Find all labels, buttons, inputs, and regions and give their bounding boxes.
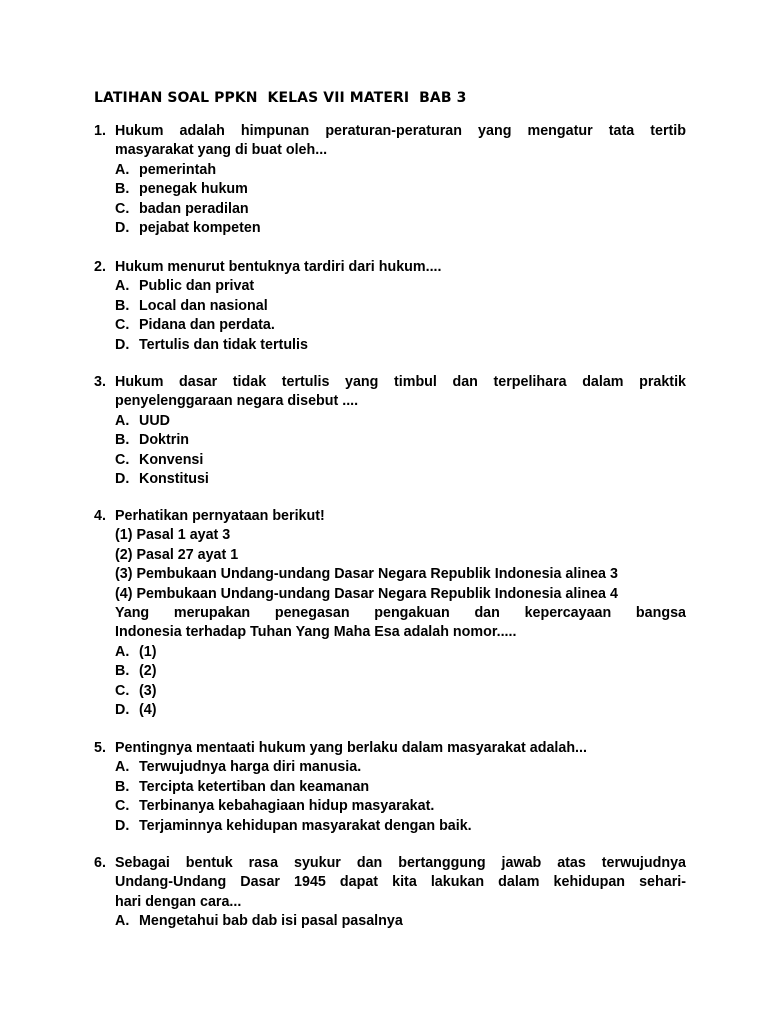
answer-option-b[interactable] bbox=[94, 778, 686, 797]
question-text-line: Indonesia terhadap Tuhan Yang Maha Esa adalah nomor..... bbox=[115, 624, 517, 641]
option-letter: A. bbox=[115, 643, 130, 660]
answer-option-c[interactable] bbox=[94, 451, 686, 470]
question-text-line: penyelenggaraan negara disebut .... bbox=[115, 393, 359, 410]
option-text: (4) bbox=[139, 701, 157, 718]
option-text: Public dan privat bbox=[139, 278, 255, 295]
option-letter: C. bbox=[115, 317, 130, 334]
question-text-line: Pentingnya mentaati hukum yang berlaku dalam masyarakat adalah... bbox=[115, 740, 587, 756]
question-stem bbox=[94, 122, 686, 141]
option-text: Doktrin bbox=[139, 432, 190, 449]
answer-option-d[interactable] bbox=[94, 470, 686, 489]
question-6 bbox=[94, 854, 686, 932]
option-text: Mengetahui bab dab isi pasal pasalnya bbox=[139, 913, 403, 930]
answer-option-a[interactable] bbox=[94, 161, 686, 180]
question-text-line: Hukum menurut bentuknya tardiri dari hukum.... bbox=[115, 259, 442, 275]
question-stem bbox=[94, 854, 686, 873]
answer-option-a[interactable] bbox=[94, 758, 686, 777]
answer-option-b[interactable] bbox=[94, 180, 686, 199]
answer-option-a[interactable] bbox=[94, 643, 686, 662]
answer-option-b[interactable] bbox=[94, 297, 686, 316]
question-number: 6. bbox=[94, 855, 106, 871]
question-number: 2. bbox=[94, 259, 106, 275]
option-letter: C. bbox=[115, 682, 130, 699]
answer-option-c[interactable] bbox=[94, 797, 686, 816]
question-text-line: Undang-Undang Dasar 1945 dapat kita lakukan dalam kehidupan sehari- bbox=[115, 874, 686, 891]
answer-option-d[interactable] bbox=[94, 701, 686, 720]
answer-option-d[interactable] bbox=[94, 817, 686, 836]
question-text-line: Perhatikan pernyataan berikut! bbox=[115, 508, 325, 524]
question-4 bbox=[94, 507, 686, 720]
option-text: (2) bbox=[139, 663, 157, 680]
option-letter: B. bbox=[115, 432, 130, 449]
option-letter: A. bbox=[115, 278, 130, 295]
statement-item: (3) Pembukaan Undang-undang Dasar Negara Republik Indonesia alinea 3 bbox=[115, 566, 618, 583]
question-stem bbox=[94, 739, 686, 758]
option-letter: B. bbox=[115, 778, 130, 795]
option-letter: C. bbox=[115, 451, 130, 468]
option-text: Local dan nasional bbox=[139, 297, 268, 314]
option-letter: D. bbox=[115, 219, 130, 236]
question-stem bbox=[94, 258, 686, 277]
question-number: 1. bbox=[94, 123, 106, 139]
question-3 bbox=[94, 373, 686, 489]
answer-option-b[interactable] bbox=[94, 431, 686, 450]
question-stem bbox=[94, 507, 686, 526]
statement-item: (1) Pasal 1 ayat 3 bbox=[115, 527, 231, 544]
answer-option-a[interactable] bbox=[94, 412, 686, 431]
question-number: 3. bbox=[94, 374, 106, 390]
option-text: Pidana dan perdata. bbox=[139, 317, 275, 334]
option-letter: D. bbox=[115, 701, 130, 718]
option-letter: B. bbox=[115, 297, 130, 314]
option-text: Konvensi bbox=[139, 451, 204, 468]
option-text: (3) bbox=[139, 682, 157, 699]
option-letter: A. bbox=[115, 913, 130, 930]
option-text: Konstitusi bbox=[139, 470, 209, 487]
option-letter: D. bbox=[115, 470, 130, 487]
option-text: Tertulis dan tidak tertulis bbox=[139, 336, 308, 353]
question-text-line: hari dengan cara... bbox=[115, 893, 242, 910]
answer-option-a[interactable] bbox=[94, 277, 686, 296]
question-text-line: Hukum adalah himpunan peraturan-peraturan yang mengatur tata tertib bbox=[115, 123, 686, 139]
question-text-line: Hukum dasar tidak tertulis yang timbul dan terpelihara dalam praktik bbox=[115, 374, 686, 390]
answer-option-c[interactable] bbox=[94, 682, 686, 701]
option-text: badan peradilan bbox=[139, 200, 249, 217]
question-text-line: Sebagai bentuk rasa syukur dan bertanggung jawab atas terwujudnya bbox=[115, 855, 686, 871]
question-number: 5. bbox=[94, 740, 106, 756]
option-text: Terwujudnya harga diri manusia. bbox=[139, 759, 362, 776]
option-letter: C. bbox=[115, 798, 130, 815]
document-title: LATIHAN SOAL PPKN KELAS VII MATERI BAB 3 bbox=[94, 90, 467, 106]
answer-option-c[interactable] bbox=[94, 316, 686, 335]
option-text: Terbinanya kebahagiaan hidup masyarakat. bbox=[139, 798, 435, 815]
option-text: pemerintah bbox=[139, 161, 217, 178]
question-2 bbox=[94, 258, 686, 355]
question-number: 4. bbox=[94, 508, 106, 524]
question-text-line: Yang merupakan penegasan pengakuan dan kepercayaan bangsa bbox=[115, 604, 686, 621]
answer-option-d[interactable] bbox=[94, 336, 686, 355]
option-text: Terjaminnya kehidupan masyarakat dengan baik. bbox=[139, 817, 472, 834]
statement-item: (2) Pasal 27 ayat 1 bbox=[115, 546, 239, 563]
option-text: penegak hukum bbox=[139, 181, 248, 198]
question-1 bbox=[94, 122, 686, 238]
option-letter: A. bbox=[115, 161, 130, 178]
option-text: UUD bbox=[139, 412, 170, 429]
question-stem bbox=[94, 373, 686, 392]
option-text: Tercipta ketertiban dan keamanan bbox=[139, 778, 370, 795]
question-text-line: masyarakat yang di buat oleh... bbox=[115, 142, 328, 159]
question-5 bbox=[94, 739, 686, 836]
answer-option-c[interactable] bbox=[94, 200, 686, 219]
answer-option-a[interactable] bbox=[94, 912, 686, 931]
answer-option-b[interactable] bbox=[94, 662, 686, 681]
option-letter: C. bbox=[115, 200, 130, 217]
option-letter: A. bbox=[115, 412, 130, 429]
option-text: (1) bbox=[139, 643, 157, 660]
option-letter: D. bbox=[115, 817, 130, 834]
option-letter: B. bbox=[115, 663, 130, 680]
answer-option-d[interactable] bbox=[94, 219, 686, 238]
option-letter: A. bbox=[115, 759, 130, 776]
option-letter: B. bbox=[115, 181, 130, 198]
option-letter: D. bbox=[115, 336, 130, 353]
statement-item: (4) Pembukaan Undang-undang Dasar Negara Republik Indonesia alinea 4 bbox=[115, 585, 618, 602]
option-text: pejabat kompeten bbox=[139, 219, 261, 236]
